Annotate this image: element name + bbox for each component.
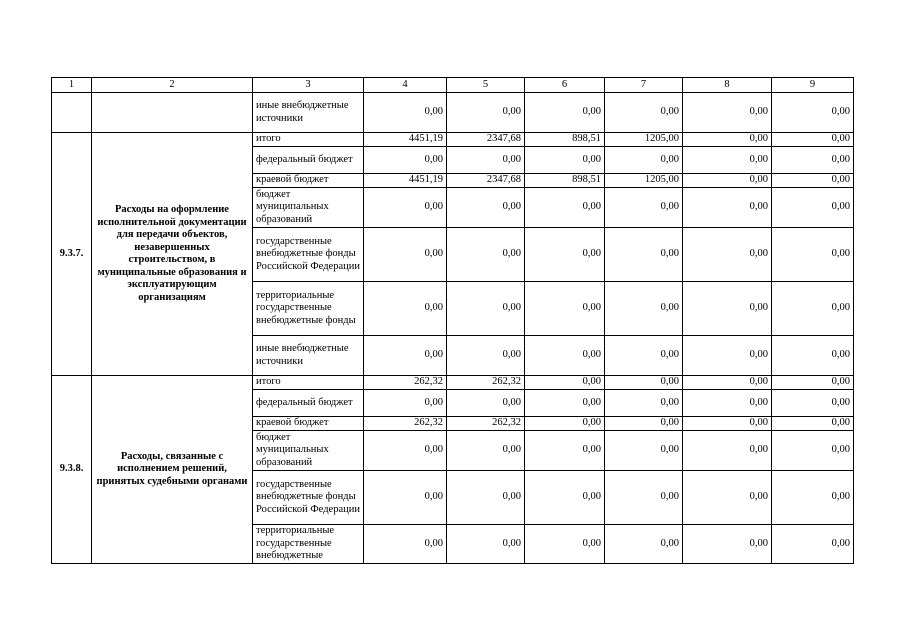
value-cell: 0,00 [772,336,854,376]
value-cell: 0,00 [683,147,772,174]
value-cell: 0,00 [605,282,683,336]
value-cell: 0,00 [683,228,772,282]
value-cell: 1205,00 [605,133,683,147]
column-number: 3 [253,78,364,93]
source-label: федеральный бюджет [253,147,364,174]
value-cell: 0,00 [364,390,447,417]
value-cell: 0,00 [683,376,772,390]
value-cell: 0,00 [605,376,683,390]
column-number: 9 [772,78,854,93]
value-cell: 0,00 [447,431,525,471]
source-label: краевой бюджет [253,417,364,431]
value-cell: 0,00 [683,133,772,147]
item-code: 9.3.8. [52,376,92,564]
budget-table [51,77,854,564]
value-cell: 0,00 [605,417,683,431]
value-cell: 262,32 [364,417,447,431]
value-cell: 0,00 [525,471,605,525]
value-cell: 0,00 [683,471,772,525]
table-body [52,78,854,564]
value-cell: 0,00 [772,133,854,147]
column-number: 2 [92,78,253,93]
value-cell: 0,00 [364,228,447,282]
item-title: Расходы на оформление исполнительной документации для передачи объектов, незавершенных строительством, в муниципальные образования и эксплуатирующим организациям [92,133,253,376]
value-cell: 0,00 [683,390,772,417]
value-cell: 0,00 [772,188,854,228]
value-cell: 0,00 [364,147,447,174]
value-cell: 0,00 [772,417,854,431]
source-label: государственные внебюджетные фонды Российской Федерации [253,471,364,525]
value-cell: 0,00 [683,188,772,228]
value-cell: 0,00 [772,174,854,188]
source-label: иные внебюджетные источники [253,336,364,376]
source-label: бюджет муниципальных образований [253,188,364,228]
source-label: иные внебюджетные источники [253,93,364,133]
column-number: 8 [683,78,772,93]
value-cell: 898,51 [525,133,605,147]
value-cell: 0,00 [772,93,854,133]
value-cell: 0,00 [683,431,772,471]
column-number-row [52,78,854,93]
value-cell: 0,00 [605,336,683,376]
item-title: Расходы, связанные с исполнением решений, принятых судебными органами [92,376,253,564]
value-cell: 0,00 [683,336,772,376]
value-cell: 0,00 [605,93,683,133]
value-cell: 0,00 [683,417,772,431]
value-cell: 0,00 [364,431,447,471]
table-row [52,93,854,133]
value-cell: 0,00 [364,471,447,525]
value-cell: 4451,19 [364,133,447,147]
value-cell: 262,32 [447,376,525,390]
value-cell: 0,00 [525,147,605,174]
item-code: 9.3.7. [52,133,92,376]
value-cell: 0,00 [605,431,683,471]
value-cell: 0,00 [447,93,525,133]
value-cell: 0,00 [605,147,683,174]
value-cell: 0,00 [447,188,525,228]
value-cell: 0,00 [683,174,772,188]
value-cell: 0,00 [772,147,854,174]
value-cell: 0,00 [772,228,854,282]
value-cell: 0,00 [364,93,447,133]
column-number: 4 [364,78,447,93]
value-cell: 0,00 [525,431,605,471]
table-row [52,133,854,147]
value-cell: 0,00 [683,93,772,133]
value-cell: 4451,19 [364,174,447,188]
value-cell: 0,00 [605,390,683,417]
value-cell: 0,00 [772,282,854,336]
source-label: территориальные государственные внебюджетные фонды [253,282,364,336]
value-cell: 0,00 [683,525,772,564]
value-cell: 0,00 [447,390,525,417]
empty-title-cell [92,93,253,133]
source-label: итого [253,376,364,390]
value-cell: 2347,68 [447,133,525,147]
column-number: 7 [605,78,683,93]
value-cell: 0,00 [772,376,854,390]
value-cell: 0,00 [364,525,447,564]
value-cell: 0,00 [447,282,525,336]
source-label: территориальные государственные внебюджетные [253,525,364,564]
value-cell: 262,32 [447,417,525,431]
value-cell: 898,51 [525,174,605,188]
value-cell: 0,00 [364,336,447,376]
value-cell: 0,00 [525,282,605,336]
value-cell: 0,00 [525,228,605,282]
value-cell: 2347,68 [447,174,525,188]
source-label: бюджет муниципальных образований [253,431,364,471]
value-cell: 0,00 [525,390,605,417]
value-cell: 0,00 [525,336,605,376]
value-cell: 262,32 [364,376,447,390]
table-row [52,376,854,390]
value-cell: 0,00 [605,525,683,564]
value-cell: 1205,00 [605,174,683,188]
value-cell: 0,00 [772,525,854,564]
empty-code-cell [52,93,92,133]
value-cell: 0,00 [364,282,447,336]
column-number: 6 [525,78,605,93]
value-cell: 0,00 [525,188,605,228]
value-cell: 0,00 [683,282,772,336]
value-cell: 0,00 [447,228,525,282]
value-cell: 0,00 [447,525,525,564]
column-number: 1 [52,78,92,93]
value-cell: 0,00 [772,390,854,417]
column-number: 5 [447,78,525,93]
value-cell: 0,00 [364,188,447,228]
value-cell: 0,00 [447,336,525,376]
value-cell: 0,00 [447,147,525,174]
value-cell: 0,00 [605,188,683,228]
value-cell: 0,00 [525,525,605,564]
value-cell: 0,00 [447,471,525,525]
value-cell: 0,00 [525,376,605,390]
value-cell: 0,00 [605,228,683,282]
value-cell: 0,00 [525,417,605,431]
source-label: краевой бюджет [253,174,364,188]
source-label: федеральный бюджет [253,390,364,417]
source-label: итого [253,133,364,147]
value-cell: 0,00 [772,471,854,525]
value-cell: 0,00 [605,471,683,525]
source-label: государственные внебюджетные фонды Российской Федерации [253,228,364,282]
value-cell: 0,00 [525,93,605,133]
value-cell: 0,00 [772,431,854,471]
